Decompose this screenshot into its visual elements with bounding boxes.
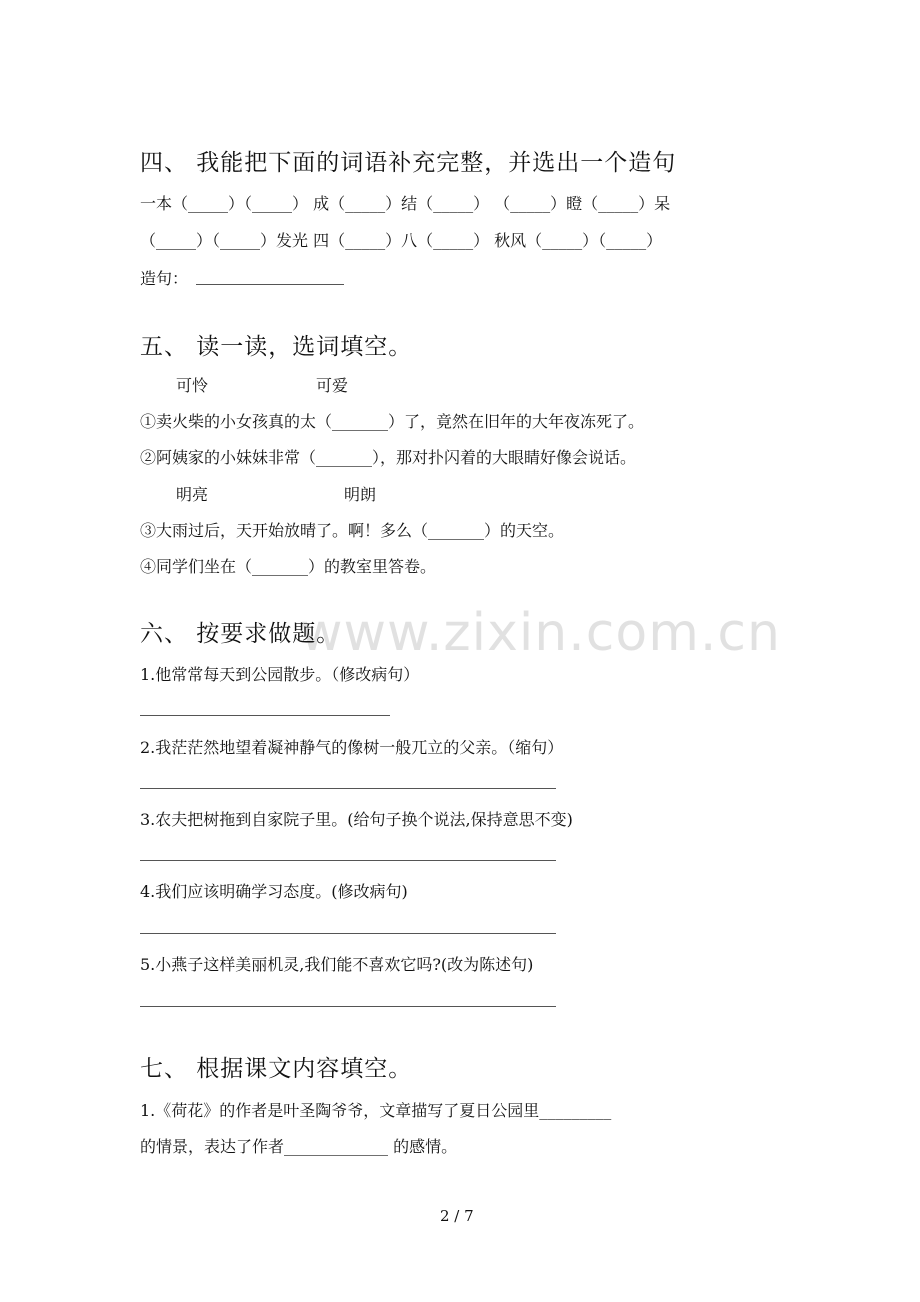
task-3: 3.农夫把树拖到自家院子里。(给句子换个说法,保持意思不变) <box>140 810 573 829</box>
word-option-2: 可爱 <box>316 376 349 395</box>
section-5-heading: 五、 读一读，选词填空。 <box>140 334 413 360</box>
word-option-1: 可怜 <box>176 376 209 395</box>
task-5-answer-line[interactable] <box>140 1006 556 1007</box>
section-7-heading: 七、 根据课文内容填空。 <box>140 1056 413 1082</box>
task-3-answer-line[interactable] <box>140 860 556 861</box>
watermark: www.zixin.com.cn <box>300 603 781 663</box>
question-4: ④同学们坐在（_______）的教室里答卷。 <box>140 557 437 576</box>
section-4-row-2: （_____）（_____）发光 四（_____）八（_____） 秋风（_____）（_____） <box>140 231 663 250</box>
task-4-answer-line[interactable] <box>140 933 556 934</box>
word-option-3: 明亮 <box>176 485 209 504</box>
section-4-heading: 四、 我能把下面的词语补充完整，并选出一个造句 <box>140 150 677 176</box>
task-2-answer-line[interactable] <box>140 788 556 789</box>
task-4: 4.我们应该明确学习态度。(修改病句) <box>140 882 408 901</box>
page-number: 2 / 7 <box>440 1207 474 1225</box>
word-option-4: 明朗 <box>344 485 377 504</box>
section-4-row-1: 一本（_____）（_____） 成（_____）结（_____） （_____）瞪（_____）呆 <box>140 194 671 213</box>
fill-line-2: 的情景，表达了作者_____________ 的感情。 <box>140 1137 458 1156</box>
sentence-label: 造句： <box>140 269 189 288</box>
task-1-answer-line[interactable] <box>140 715 390 716</box>
question-2: ②阿姨家的小妹妹非常（_______），那对扑闪着的大眼睛好像会说话。 <box>140 448 637 467</box>
task-1: 1.他常常每天到公园散步。（修改病句） <box>140 665 420 684</box>
sentence-answer-line[interactable] <box>196 284 344 285</box>
task-5: 5.小燕子这样美丽机灵,我们能不喜欢它吗?(改为陈述句) <box>140 955 534 974</box>
question-3: ③大雨过后，天开始放晴了。啊！多么（_______）的天空。 <box>140 521 565 540</box>
question-1: ①卖火柴的小女孩真的太（_______）了，竟然在旧年的大年夜冻死了。 <box>140 412 645 431</box>
section-6-heading: 六、 按要求做题。 <box>140 621 341 647</box>
fill-line-1: 1.《荷花》的作者是叶圣陶爷爷，文章描写了夏日公园里_________ <box>140 1101 612 1120</box>
task-2: 2.我茫茫然地望着凝神静气的像树一般兀立的父亲。（缩句） <box>140 738 564 757</box>
